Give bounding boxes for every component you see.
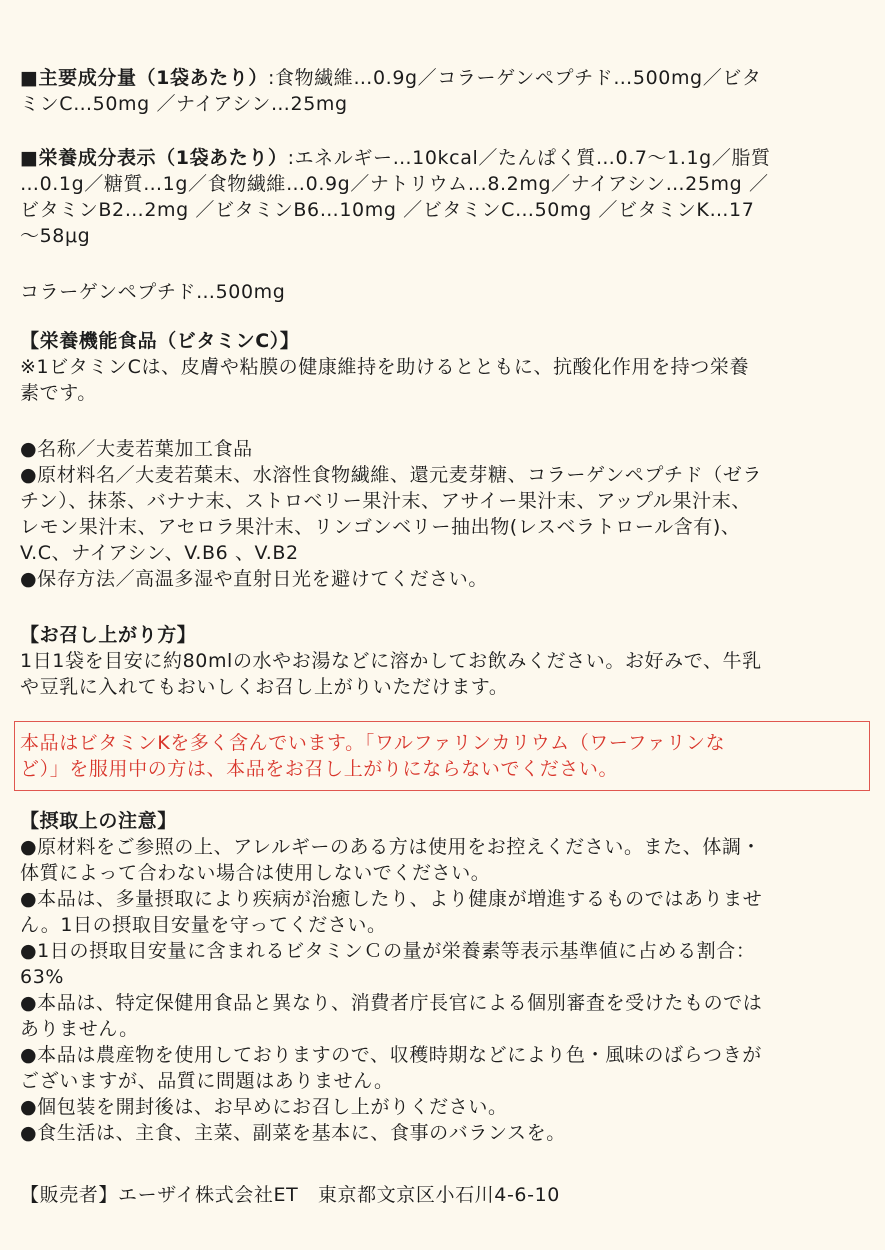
how-to-section — [20, 622, 865, 700]
caution-line: ●1日の摂取目安量に含まれるビタミンＣの量が栄養素等表示基準値に占める割合： — [20, 940, 756, 962]
materials-line: チン）、抹茶、バナナ末、ストロベリー果汁末、アサイー果汁末、アップル果汁末、 — [20, 490, 751, 512]
how-to-line: や豆乳に入れてもおいしくお召し上がりいただけます。 — [20, 676, 509, 698]
product-info-section — [20, 436, 865, 592]
nutrition-line: ～58μg — [20, 225, 91, 247]
how-to-heading: 【お召し上がり方】 — [20, 624, 197, 646]
caution-line: ●食生活は、主食、主菜、副菜を基本に、食事のバランスを。 — [20, 1122, 566, 1144]
product-name: ●名称／大麦若葉加工食品 — [20, 438, 253, 460]
seller-section — [20, 1182, 865, 1208]
main-ingredients-line: ミンC…50mg ／ナイアシン…25mg — [20, 93, 348, 115]
caution-line: ん。1日の摂取目安量を守ってください。 — [20, 914, 387, 936]
caution-line: 63% — [20, 966, 65, 988]
caution-line: ●本品は、多量摂取により疾病が治癒したり、より健康が増進するものではありませ — [20, 888, 763, 910]
cautions-heading: 【摂取上の注意】 — [20, 810, 177, 832]
materials-line: V.C、ナイアシン、V.B6 、V.B2 — [20, 542, 299, 564]
caution-line: ございますが、品質に問題はありません。 — [20, 1070, 394, 1092]
functional-food-line: ※1ビタミンCは、皮膚や粘膜の健康維持を助けるとともに、抗酸化作用を持つ栄養 — [20, 356, 750, 378]
caution-line: 体質によって合わない場合は使用しないでください。 — [20, 862, 491, 884]
materials-line: ●原材料名／大麦若葉末、水溶性食物繊維、還元麦芽糖、コラーゲンペプチド（ゼラ — [20, 464, 763, 486]
caution-line: ●個包装を開封後は、お早めにお召し上がりください。 — [20, 1096, 508, 1118]
storage-method: ●保存方法／高温多湿や直射日光を避けてください。 — [20, 568, 488, 590]
nutrition-line: …0.1g／糖質…1g／食物繊維…0.9g／ナトリウム…8.2mg／ナイアシン…25mg ／ — [20, 173, 769, 195]
seller-line: 【販売者】エーザイ株式会社ET 東京都文京区小石川4-6-10 — [20, 1184, 560, 1206]
warning-line: 本品はビタミンKを多く含んでいます。「ワルファリンカリウム（ワーファリンな — [20, 732, 726, 754]
vitamin-k-warning-box — [14, 721, 870, 791]
caution-line: ●本品は農産物を使用しておりますので、収穫時期などにより色・風味のばらつきが — [20, 1044, 762, 1066]
caution-line: ●原材料をご参照の上、アレルギーのある方は使用をお控えください。また、体調・ — [20, 836, 762, 858]
functional-food-section — [20, 328, 865, 406]
warning-line: ど）」を服用中の方は、本品をお召し上がりにならないでください。 — [20, 758, 619, 780]
functional-food-heading: 【栄養機能食品（ビタミンC）】 — [20, 330, 300, 352]
cautions-section — [20, 808, 865, 1146]
main-ingredients-heading: ■主要成分量（1袋あたり） — [20, 67, 268, 89]
nutrition-section — [20, 145, 865, 249]
collagen-section — [20, 279, 865, 305]
main-ingredients-section — [20, 65, 865, 117]
caution-line: ありません。 — [20, 1018, 139, 1040]
nutrition-line: ビタミンB2…2mg ／ビタミンB6…10mg ／ビタミンC…50mg ／ビタミンK…17 — [20, 199, 755, 221]
materials-line: レモン果汁末、アセロラ果汁末、リンゴンベリー抽出物(レスベラトロール含有)、 — [20, 516, 741, 538]
functional-food-line: 素です。 — [20, 382, 97, 404]
caution-line: ●本品は、特定保健用食品と異なり、消費者庁長官による個別審査を受けたものでは — [20, 992, 763, 1014]
nutrition-line: ■栄養成分表示（1袋あたり）:エネルギー…10kcal／たんぱく質…0.7～1.1g／脂質 — [20, 147, 771, 169]
collagen-line: コラーゲンペプチド…500mg — [20, 281, 286, 303]
how-to-line: 1日1袋を目安に約80mlの水やお湯などに溶かしてお飲みください。お好みで、牛乳 — [20, 650, 762, 672]
main-ingredients-line: ■主要成分量（1袋あたり）:食物繊維…0.9g／コラーゲンペプチド…500mg／ビタ — [20, 67, 762, 89]
nutrition-heading: ■栄養成分表示（1袋あたり） — [20, 147, 288, 169]
